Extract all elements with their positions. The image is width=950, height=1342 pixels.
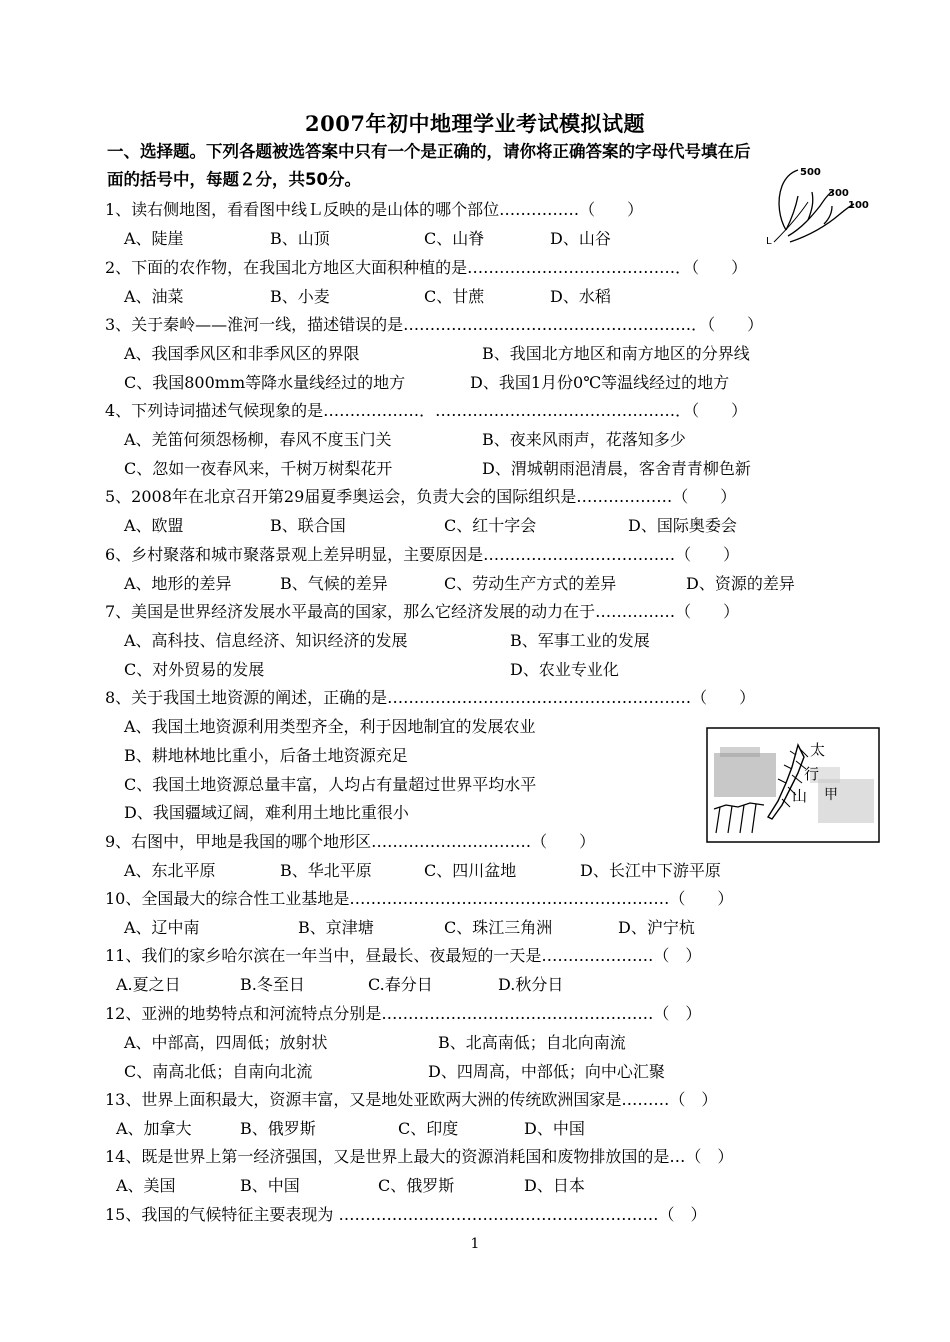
- question-1: 1、读右侧地图，看看图中线Ｌ反映的是山体的哪个部位……………（ ）: [105, 200, 644, 219]
- option-14a: A、美国: [116, 1176, 176, 1195]
- option-7b: B、军事工业的发展: [510, 631, 650, 650]
- question-10: 10、全国最大的综合性工业基地是……………………………………………………（ ）: [105, 889, 734, 908]
- option-2d: D、水稻: [550, 287, 611, 306]
- page-number: 1: [470, 1236, 480, 1252]
- contour-map: [762, 162, 872, 252]
- terrain-label-shan: 山: [792, 787, 808, 805]
- option-9c: C、四川盆地: [424, 861, 517, 880]
- section-instruction-cont: 面的括号中，每题２分，共50分。: [107, 170, 361, 189]
- terrain-label-jia: 甲: [824, 787, 838, 803]
- option-11a: A.夏之日: [116, 975, 181, 994]
- page-title: 2007年初中地理学业考试模拟试题: [305, 111, 645, 136]
- option-8a: A、我国土地资源利用类型齐全，利于因地制宜的发展农业: [124, 717, 536, 736]
- option-7c: C、对外贸易的发展: [124, 660, 265, 679]
- question-15: 15、我国的气候特征主要表现为 ……………………………………………………（ ）: [105, 1205, 707, 1224]
- option-1d: D、山谷: [550, 229, 611, 248]
- option-11d: D.秋分日: [498, 975, 564, 994]
- contour-label-l: L: [766, 236, 772, 247]
- option-11c: C.春分日: [368, 975, 433, 994]
- question-7: 7、美国是世界经济发展水平最高的国家，那么它经济发展的动力在于……………（ ）: [105, 602, 740, 621]
- option-13d: D、中国: [524, 1119, 585, 1138]
- option-4b: B、夜来风雨声，花落知多少: [482, 430, 686, 449]
- question-12: 12、亚洲的地势特点和河流特点分别是……………………………………………（ ）: [105, 1004, 702, 1023]
- option-2c: C、甘蔗: [424, 287, 485, 306]
- question-11: 11、我们的家乡哈尔滨在一年当中，昼最长、夜最短的一天是…………………（ ）: [105, 946, 702, 965]
- option-3d: D、我国1月份0℃等温线经过的地方: [470, 373, 730, 392]
- option-1a: A、陡崖: [124, 229, 184, 248]
- option-4d: D、渭城朝雨浥清晨，客舍青青柳色新: [482, 459, 751, 478]
- contour-label-300: 300: [828, 188, 849, 199]
- contour-label-100: 100: [848, 200, 869, 211]
- option-6b: B、气候的差异: [280, 574, 388, 593]
- option-12a: A、中部高，四周低；放射状: [124, 1033, 328, 1052]
- question-2: 2、下面的农作物，在我国北方地区大面积种植的是…………………………………．（ ）: [105, 258, 748, 277]
- terrain-label-hang: 行: [804, 765, 820, 783]
- question-8: 8、关于我国土地资源的阐述，正确的是…………………………………………………（ ）: [105, 688, 756, 707]
- option-14c: C、俄罗斯: [378, 1176, 455, 1195]
- option-6a: A、地形的差异: [124, 574, 232, 593]
- option-14d: D、日本: [524, 1176, 585, 1195]
- option-13c: C、印度: [398, 1119, 459, 1138]
- option-7d: D、农业专业化: [510, 660, 619, 679]
- option-10d: D、沪宁杭: [618, 918, 695, 937]
- option-12c: C、南高北低；自南向北流: [124, 1062, 313, 1081]
- option-11b: B.冬至日: [240, 975, 305, 994]
- section-instruction: 一、选择题。下列各题被选答案中只有一个是正确的，请你将正确答案的字母代号填在后: [107, 142, 751, 161]
- question-6: 6、乡村聚落和城市聚落景观上差异明显，主要原因是………………………………（ ）: [105, 545, 740, 564]
- contour-label-500: 500: [800, 167, 821, 178]
- option-5b: B、联合国: [270, 516, 346, 535]
- question-14: 14、既是世界上第一经济强国，又是世界上最大的资源消耗国和废物排放国的是…（ ）: [105, 1147, 734, 1166]
- question-5: 5、2008年在北京召开第29届夏季奥运会，负责大会的国际组织是………………（ ）: [105, 487, 737, 506]
- option-13a: A、加拿大: [116, 1119, 192, 1138]
- option-7a: A、高科技、信息经济、知识经济的发展: [124, 631, 408, 650]
- option-14b: B、中国: [240, 1176, 300, 1195]
- terrain-map: [706, 727, 880, 843]
- option-10b: B、京津塘: [298, 918, 374, 937]
- option-6c: C、劳动生产方式的差异: [444, 574, 617, 593]
- option-2b: B、小麦: [270, 287, 330, 306]
- option-5a: A、欧盟: [124, 516, 184, 535]
- option-1c: C、山脊: [424, 229, 485, 248]
- option-8b: B、耕地林地比重小，后备土地资源充足: [124, 746, 408, 765]
- option-2a: A、油菜: [124, 287, 184, 306]
- option-8c: C、我国土地资源总量丰富，人均占有量超过世界平均水平: [124, 775, 537, 794]
- option-1b: B、山顶: [270, 229, 330, 248]
- option-8d: D、我国疆域辽阔，难利用土地比重很小: [124, 803, 409, 822]
- option-12b: B、北高南低；自北向南流: [438, 1033, 626, 1052]
- question-9: 9、右图中，甲地是我国的哪个地形区…………………………（ ）: [105, 832, 596, 851]
- option-10c: C、珠江三角洲: [444, 918, 553, 937]
- option-6d: D、资源的差异: [686, 574, 795, 593]
- option-5c: C、红十字会: [444, 516, 537, 535]
- question-3: 3、关于秦岭——淮河一线，描述错误的是………………………………………………．（ ）: [105, 315, 764, 334]
- option-5d: D、国际奥委会: [628, 516, 737, 535]
- option-13b: B、俄罗斯: [240, 1119, 316, 1138]
- option-4a: A、羌笛何须怨杨柳，春风不度玉门关: [124, 430, 392, 449]
- option-12d: D、四周高，中部低；向中心汇聚: [428, 1062, 665, 1081]
- terrain-label-tai: 太: [810, 741, 826, 759]
- option-10a: A、辽中南: [124, 918, 200, 937]
- question-13: 13、世界上面积最大，资源丰富，又是地处亚欧两大洲的传统欧洲国家是………（ ）: [105, 1090, 718, 1109]
- option-3c: C、我国800mm等降水量线经过的地方: [124, 373, 406, 392]
- option-9b: B、华北平原: [280, 861, 372, 880]
- option-3a: A、我国季风区和非季风区的界限: [124, 344, 360, 363]
- option-4c: C、忽如一夜春风来，千树万树梨花开: [124, 459, 393, 478]
- question-4: 4、下列诗词描述气候现象的是………………．………………………………………．（ ）: [105, 401, 748, 420]
- option-9d: D、长江中下游平原: [580, 861, 721, 880]
- option-3b: B、我国北方地区和南方地区的分界线: [482, 344, 750, 363]
- option-9a: A、东北平原: [124, 861, 216, 880]
